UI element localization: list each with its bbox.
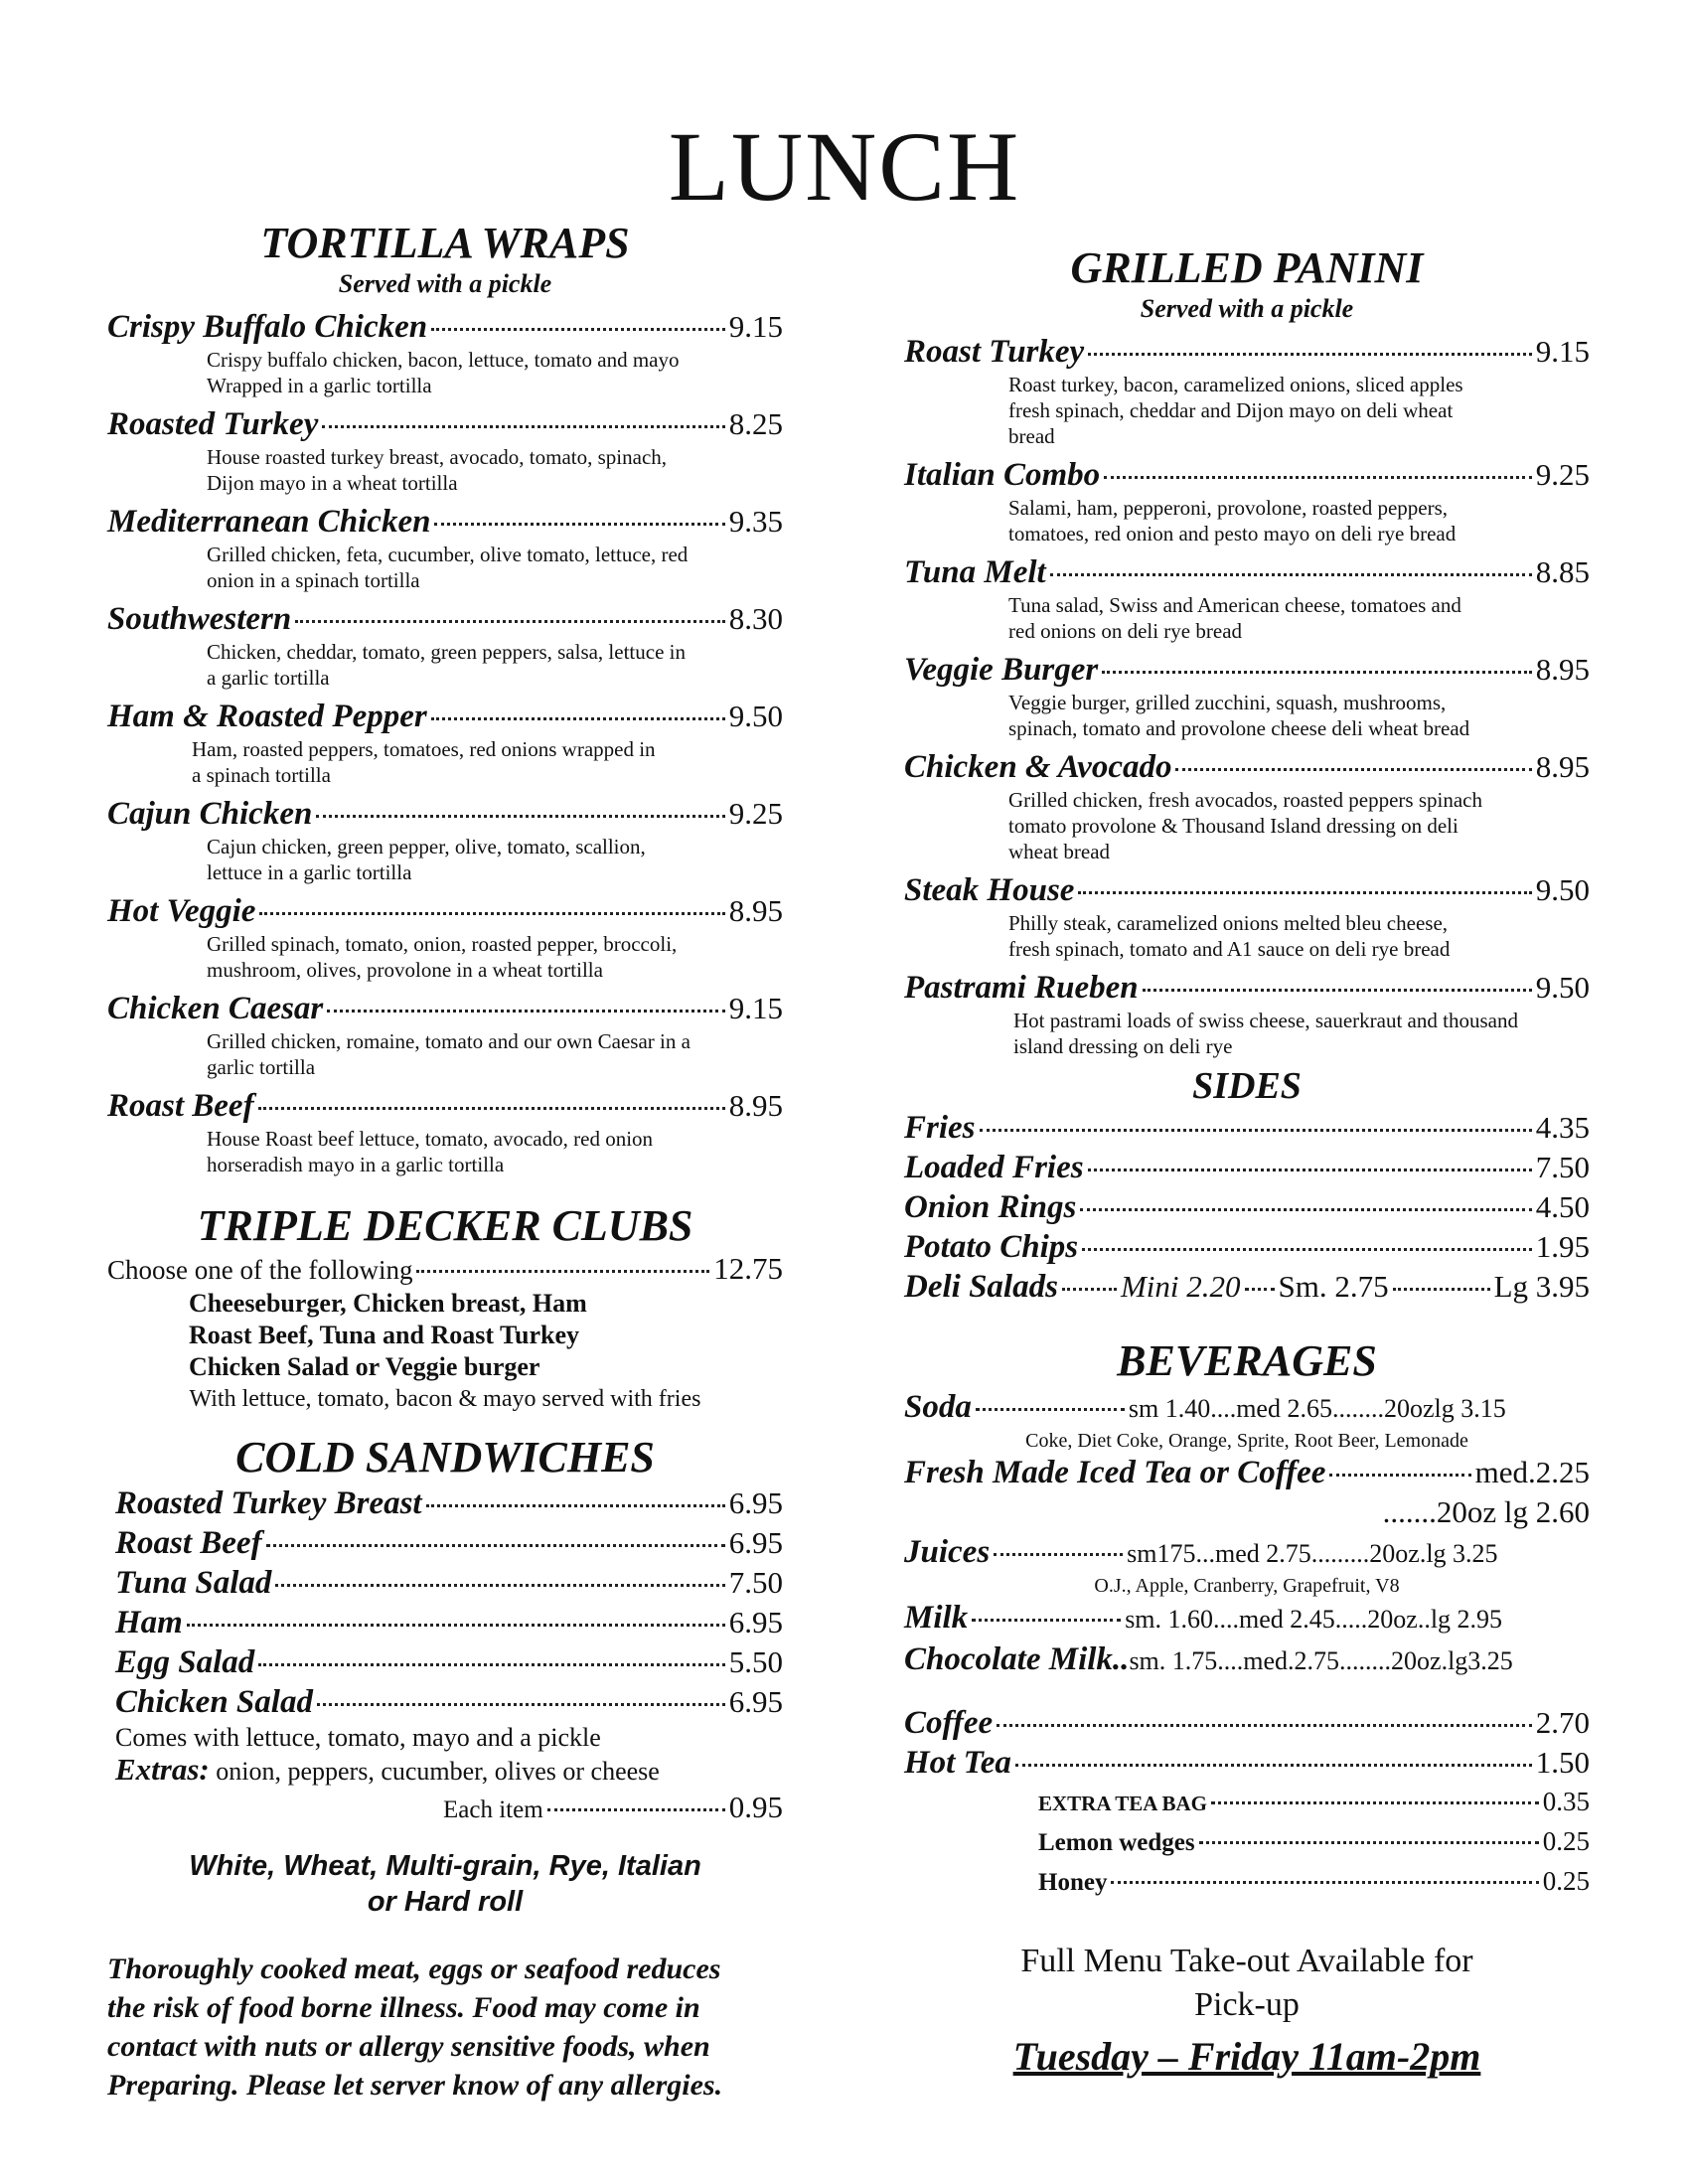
item-name: Honey bbox=[1038, 1868, 1108, 1896]
warning-line: the risk of food borne illness. Food may come in bbox=[107, 1990, 700, 2024]
menu-item bbox=[115, 1523, 783, 1563]
desc-line: Philly steak, caramelized onions melted bleu cheese, bbox=[1008, 910, 1449, 935]
item-name: Lemon wedges bbox=[1038, 1828, 1195, 1856]
item-price: 6.95 bbox=[728, 1484, 783, 1520]
menu-item bbox=[904, 870, 1590, 962]
item-name: Fresh Made Iced Tea or Coffee bbox=[904, 1454, 1326, 1490]
dot-leader bbox=[1111, 1881, 1538, 1884]
dot-leader bbox=[266, 1544, 725, 1547]
item-name: Hot Veggie bbox=[107, 892, 256, 929]
desc-line: Veggie burger, grilled zucchini, squash, mushrooms, bbox=[1008, 690, 1447, 714]
deli-salads-row bbox=[904, 1267, 1590, 1307]
wraps-subtitle: Served with a pickle bbox=[338, 268, 552, 298]
dot-leader bbox=[1088, 1169, 1532, 1171]
wraps-list bbox=[107, 307, 783, 1177]
item-name: Roast Beef bbox=[107, 1087, 254, 1124]
item-description bbox=[904, 690, 1590, 741]
milk-row bbox=[904, 1598, 1590, 1639]
item-name: Milk bbox=[904, 1599, 969, 1636]
dot-leader bbox=[426, 1504, 725, 1507]
chocolate-milk-prices: sm. 1.75....med.2.75........20oz.lg3.25 bbox=[1129, 1645, 1513, 1675]
dot-leader bbox=[275, 1584, 724, 1587]
menu-item bbox=[904, 1743, 1590, 1783]
soda-prices: sm 1.40....med 2.65........20ozlg 3.15 bbox=[1128, 1393, 1506, 1423]
menu-item bbox=[115, 1603, 783, 1642]
item-name: Tuna Melt bbox=[904, 553, 1046, 590]
dot-leader bbox=[1143, 989, 1532, 992]
desc-line: Wrapped in a garlic tortilla bbox=[207, 373, 432, 397]
section-title-wraps: TORTILLA WRAPS bbox=[260, 219, 630, 267]
item-price: 9.50 bbox=[1535, 871, 1590, 907]
item-description bbox=[107, 347, 783, 398]
item-price: 9.25 bbox=[1535, 456, 1590, 492]
beverages-list bbox=[904, 1387, 1590, 1902]
item-price: 8.95 bbox=[1535, 651, 1590, 687]
item-price: 9.15 bbox=[728, 990, 783, 1025]
item-name: Italian Combo bbox=[904, 456, 1101, 493]
item-price: 8.85 bbox=[1535, 553, 1590, 589]
item-description bbox=[107, 736, 783, 788]
item-price: 8.95 bbox=[728, 1087, 783, 1123]
menu-item bbox=[904, 1227, 1590, 1267]
dot-leader bbox=[1175, 768, 1531, 771]
dot-leader bbox=[1082, 1248, 1532, 1251]
juice-row bbox=[904, 1532, 1590, 1574]
item-name: Chicken Salad bbox=[115, 1683, 313, 1720]
item-price: 8.95 bbox=[1535, 748, 1590, 784]
item-price: 0.35 bbox=[1542, 1786, 1590, 1816]
dot-leader bbox=[434, 523, 724, 526]
desc-line: red onions on deli rye bread bbox=[1008, 618, 1243, 643]
item-price: 9.15 bbox=[1535, 333, 1590, 369]
item-name: Onion Rings bbox=[904, 1189, 1077, 1226]
cold-list bbox=[107, 1483, 783, 1830]
desc-line: Tuna salad, Swiss and American cheese, tomatoes and bbox=[1008, 592, 1461, 617]
takeout-hours: Tuesday – Friday 11am-2pm bbox=[1012, 2033, 1481, 2079]
dot-leader bbox=[994, 1553, 1123, 1556]
item-price: 1.50 bbox=[1535, 1744, 1590, 1780]
menu-item bbox=[904, 455, 1590, 546]
item-price: 1.95 bbox=[1535, 1229, 1590, 1265]
extra-item bbox=[1038, 1783, 1590, 1822]
desc-line: Hot pastrami loads of swiss cheese, sauerkraut and thousand bbox=[1013, 1008, 1518, 1032]
section-title-panini: GRILLED PANINI bbox=[1070, 243, 1424, 292]
menu-item bbox=[115, 1682, 783, 1722]
dot-leader bbox=[431, 328, 725, 331]
item-description bbox=[107, 834, 783, 885]
item-price: 4.35 bbox=[1535, 1110, 1590, 1146]
section-title-cold: COLD SANDWICHES bbox=[235, 1433, 655, 1482]
desc-line: onion in a spinach tortilla bbox=[207, 567, 420, 592]
dot-leader bbox=[1211, 1801, 1539, 1804]
dot-leader bbox=[317, 1703, 725, 1706]
item-name: Loaded Fries bbox=[904, 1150, 1084, 1186]
dot-leader bbox=[1050, 573, 1532, 576]
dot-leader bbox=[972, 1619, 1121, 1622]
item-description bbox=[904, 787, 1590, 864]
item-price: 6.95 bbox=[728, 1524, 783, 1560]
dot-leader bbox=[259, 912, 724, 915]
item-name: Crispy Buffalo Chicken bbox=[107, 308, 428, 345]
item-price: 6.95 bbox=[728, 1604, 783, 1639]
left-column bbox=[107, 219, 783, 2105]
dot-leader bbox=[1104, 476, 1532, 479]
menu-item bbox=[107, 697, 783, 788]
desc-line: Crispy buffalo chicken, bacon, lettuce, tomato and mayo bbox=[207, 347, 680, 372]
menu-item bbox=[904, 968, 1590, 1059]
desc-line: Chicken, cheddar, tomato, green peppers, salsa, lettuce in bbox=[207, 639, 686, 664]
tea-extras bbox=[904, 1783, 1590, 1902]
takeout-notice bbox=[904, 1940, 1590, 2027]
clubs-options bbox=[107, 1288, 783, 1383]
item-price: 6.95 bbox=[728, 1683, 783, 1719]
cold-comes-with: Comes with lettuce, tomato, mayo and a pickle bbox=[115, 1722, 601, 1752]
item-description bbox=[107, 639, 783, 691]
item-name: Chicken Caesar bbox=[107, 990, 324, 1026]
item-price: 2.70 bbox=[1535, 1704, 1590, 1740]
item-description bbox=[107, 1126, 783, 1177]
menu-item bbox=[904, 1703, 1590, 1743]
allergy-warning bbox=[107, 1950, 783, 2105]
item-price: 9.15 bbox=[728, 308, 783, 344]
menu-item bbox=[904, 1148, 1590, 1187]
menu-item bbox=[107, 404, 783, 496]
item-description bbox=[107, 444, 783, 496]
dot-leader bbox=[1245, 1288, 1275, 1291]
iced-tea-row bbox=[904, 1453, 1590, 1492]
warning-line: Preparing. Please let server know of any allergies. bbox=[107, 2068, 723, 2102]
menu-item bbox=[107, 599, 783, 691]
item-description bbox=[904, 372, 1590, 449]
warning-line: contact with nuts or allergy sensitive foods, when bbox=[107, 2029, 710, 2063]
desc-line: Salami, ham, pepperoni, provolone, roasted peppers, bbox=[1008, 495, 1449, 520]
item-name: Juices bbox=[904, 1533, 991, 1570]
item-description bbox=[904, 592, 1590, 644]
section-title-clubs: TRIPLE DECKER CLUBS bbox=[197, 1200, 693, 1250]
item-price: 0.25 bbox=[1542, 1865, 1590, 1896]
desc-line: Ham, roasted peppers, tomatoes, red onions wrapped in bbox=[192, 736, 656, 761]
item-description bbox=[107, 542, 783, 593]
deli-sm-price: Sm. 2.75 bbox=[1278, 1269, 1389, 1305]
dot-leader bbox=[1015, 1764, 1532, 1767]
menu-item bbox=[115, 1483, 783, 1523]
club-option: Cheeseburger, Chicken breast, Ham bbox=[189, 1289, 587, 1319]
item-name: Egg Salad bbox=[115, 1643, 255, 1680]
dot-leader bbox=[431, 717, 725, 720]
dot-leader bbox=[1199, 1841, 1539, 1844]
item-description bbox=[904, 1008, 1590, 1059]
tea-price-lg: .......20oz lg 2.60 bbox=[1382, 1493, 1590, 1529]
menu-item bbox=[107, 891, 783, 983]
item-price: 9.25 bbox=[728, 795, 783, 831]
each-item-row bbox=[115, 1788, 783, 1830]
desc-line: a garlic tortilla bbox=[207, 665, 330, 690]
item-price: 7.50 bbox=[728, 1564, 783, 1600]
milk-prices: sm. 1.60....med 2.45.....20oz..lg 2.95 bbox=[1125, 1604, 1503, 1634]
takeout-line: Pick-up bbox=[1194, 1985, 1300, 2023]
clubs-price: 12.75 bbox=[713, 1251, 783, 1287]
bread-line: White, Wheat, Multi-grain, Rye, Italian bbox=[189, 1849, 701, 1882]
clubs-choose-row bbox=[107, 1251, 783, 1288]
desc-line: Grilled chicken, feta, cucumber, olive tomato, lettuce, red bbox=[207, 542, 689, 566]
item-name: Fries bbox=[904, 1110, 976, 1147]
item-name: Chocolate Milk.. bbox=[904, 1640, 1130, 1677]
item-price: 9.50 bbox=[728, 698, 783, 733]
dot-leader bbox=[980, 1129, 1532, 1132]
extra-item bbox=[1038, 1822, 1590, 1862]
juice-note: O.J., Apple, Cranberry, Grapefruit, V8 bbox=[1094, 1574, 1400, 1597]
dot-leader bbox=[416, 1270, 709, 1273]
clubs-note: With lettuce, tomato, bacon & mayo served with fries bbox=[189, 1386, 701, 1413]
item-name: Ham & Roasted Pepper bbox=[107, 698, 427, 734]
menu-item bbox=[115, 1563, 783, 1603]
desc-line: wheat bread bbox=[1008, 839, 1111, 863]
deli-mini-price: Mini 2.20 bbox=[1120, 1269, 1241, 1305]
dot-leader bbox=[1080, 1208, 1531, 1211]
dot-leader bbox=[316, 815, 724, 818]
item-name: EXTRA TEA BAG bbox=[1038, 1791, 1207, 1815]
item-price: 9.50 bbox=[1535, 969, 1590, 1005]
desc-line: mushroom, olives, provolone in a wheat tortilla bbox=[207, 957, 603, 982]
deli-lg-price: Lg 3.95 bbox=[1493, 1269, 1590, 1305]
dot-leader bbox=[1088, 353, 1532, 356]
desc-line: lettuce in a garlic tortilla bbox=[207, 859, 412, 884]
item-name: Southwestern bbox=[107, 600, 292, 637]
item-price: 4.50 bbox=[1535, 1189, 1590, 1225]
item-description bbox=[107, 931, 783, 983]
juice-prices: sm175...med 2.75.........20oz.lg 3.25 bbox=[1127, 1538, 1498, 1568]
item-price: 8.95 bbox=[728, 892, 783, 928]
dot-leader bbox=[1078, 891, 1531, 894]
item-description bbox=[107, 1028, 783, 1080]
item-price: 5.50 bbox=[728, 1643, 783, 1679]
item-price: 8.25 bbox=[728, 405, 783, 441]
desc-line: Roast turkey, bacon, caramelized onions, sliced apples bbox=[1008, 372, 1463, 396]
section-title-beverages: BEVERAGES bbox=[1117, 1336, 1377, 1386]
item-name: Mediterranean Chicken bbox=[107, 503, 431, 540]
tea-price-med: med.2.25 bbox=[1474, 1454, 1590, 1489]
dot-leader bbox=[997, 1724, 1532, 1727]
item-name: Veggie Burger bbox=[904, 651, 1099, 688]
menu-item bbox=[115, 1642, 783, 1682]
club-option: Chicken Salad or Veggie burger bbox=[189, 1352, 540, 1382]
bread-line: or Hard roll bbox=[367, 1885, 524, 1918]
dot-leader bbox=[1393, 1288, 1490, 1291]
desc-line: fresh spinach, cheddar and Dijon mayo on deli wheat bbox=[1008, 397, 1454, 422]
extra-item bbox=[1038, 1862, 1590, 1902]
club-option: Roast Beef, Tuna and Roast Turkey bbox=[189, 1321, 579, 1350]
item-price: 0.25 bbox=[1542, 1825, 1590, 1856]
right-column bbox=[904, 243, 1590, 2080]
dot-leader bbox=[547, 1808, 725, 1811]
sides-list bbox=[904, 1108, 1590, 1307]
menu-item bbox=[107, 307, 783, 398]
chocolate-milk-row bbox=[904, 1639, 1590, 1681]
item-name: Chicken & Avocado bbox=[904, 748, 1172, 785]
desc-line: Grilled chicken, fresh avocados, roasted peppers spinach bbox=[1008, 787, 1482, 812]
desc-line: Dijon mayo in a wheat tortilla bbox=[207, 470, 458, 495]
section-title-sides: SIDES bbox=[1192, 1064, 1302, 1107]
menu-item bbox=[107, 989, 783, 1080]
dot-leader bbox=[295, 620, 725, 623]
item-name: Roast Turkey bbox=[904, 333, 1085, 370]
item-price: 8.30 bbox=[728, 600, 783, 636]
menu-item bbox=[904, 650, 1590, 741]
dot-leader bbox=[327, 1010, 724, 1013]
clubs-choose-label: Choose one of the following bbox=[107, 1255, 413, 1286]
item-price: 9.35 bbox=[728, 503, 783, 539]
menu-item bbox=[904, 1187, 1590, 1227]
each-item-label: Each item bbox=[443, 1795, 543, 1823]
desc-line: bread bbox=[1008, 423, 1055, 448]
dot-leader bbox=[1329, 1474, 1470, 1477]
menu-item bbox=[904, 332, 1590, 449]
desc-line: fresh spinach, tomato and A1 sauce on deli rye bread bbox=[1008, 936, 1451, 961]
soda-row bbox=[904, 1387, 1590, 1429]
desc-line: Cajun chicken, green pepper, olive, tomato, scallion, bbox=[207, 834, 646, 858]
desc-line: garlic tortilla bbox=[207, 1054, 316, 1079]
dot-leader bbox=[1102, 671, 1531, 674]
item-name: Hot Tea bbox=[904, 1744, 1011, 1781]
desc-line: House roasted turkey breast, avocado, tomato, spinach, bbox=[207, 444, 668, 469]
item-name: Steak House bbox=[904, 871, 1075, 908]
item-name: Ham bbox=[115, 1604, 183, 1640]
desc-line: tomato provolone & Thousand Island dressing on deli bbox=[1008, 813, 1459, 838]
item-name: Potato Chips bbox=[904, 1229, 1079, 1266]
dot-leader bbox=[258, 1107, 725, 1110]
desc-line: Grilled chicken, romaine, tomato and our own Caesar in a bbox=[207, 1028, 691, 1053]
panini-list bbox=[904, 332, 1590, 1059]
soda-note: Coke, Diet Coke, Orange, Sprite, Root Beer, Lemonade bbox=[1025, 1429, 1468, 1452]
item-name: Soda bbox=[904, 1388, 972, 1425]
item-name: Coffee bbox=[904, 1704, 994, 1741]
page-title: LUNCH bbox=[668, 111, 1021, 222]
desc-line: spinach, tomato and provolone cheese deli wheat bread bbox=[1008, 715, 1470, 740]
dot-leader bbox=[976, 1408, 1125, 1411]
item-description bbox=[904, 910, 1590, 962]
takeout-line: Full Menu Take-out Available for bbox=[1020, 1942, 1473, 1979]
bread-choices bbox=[107, 1848, 783, 1920]
menu-item bbox=[904, 552, 1590, 644]
menu-item bbox=[107, 1086, 783, 1177]
item-name: Roasted Turkey bbox=[107, 405, 319, 442]
cold-extras bbox=[115, 1751, 783, 1788]
desc-line: horseradish mayo in a garlic tortilla bbox=[207, 1152, 505, 1176]
item-description bbox=[904, 495, 1590, 546]
item-name: Roast Beef bbox=[115, 1524, 262, 1561]
desc-line: island dressing on deli rye bbox=[1013, 1033, 1233, 1058]
item-name: Roasted Turkey Breast bbox=[115, 1484, 422, 1521]
item-name: Tuna Salad bbox=[115, 1564, 272, 1601]
dot-leader bbox=[258, 1663, 724, 1666]
each-item-price: 0.95 bbox=[728, 1789, 783, 1824]
dot-leader bbox=[1062, 1288, 1117, 1291]
menu-item bbox=[904, 747, 1590, 864]
extras-label: Extras: bbox=[115, 1751, 210, 1787]
desc-line: Grilled spinach, tomato, onion, roasted pepper, broccoli, bbox=[207, 931, 678, 956]
dot-leader bbox=[322, 425, 724, 428]
menu-item bbox=[904, 1108, 1590, 1148]
desc-line: tomatoes, red onion and pesto mayo on deli rye bread bbox=[1008, 521, 1457, 546]
desc-line: House Roast beef lettuce, tomato, avocado, red onion bbox=[207, 1126, 654, 1151]
warning-line: Thoroughly cooked meat, eggs or seafood reduces bbox=[107, 1951, 721, 1985]
item-name: Deli Salads bbox=[904, 1269, 1058, 1306]
dot-leader bbox=[187, 1624, 725, 1627]
panini-subtitle: Served with a pickle bbox=[1140, 293, 1354, 323]
menu-item bbox=[107, 794, 783, 885]
item-name: Cajun Chicken bbox=[107, 795, 313, 832]
extras-text: onion, peppers, cucumber, olives or cheese bbox=[216, 1756, 660, 1786]
desc-line: a spinach tortilla bbox=[192, 762, 331, 787]
item-price: 7.50 bbox=[1535, 1150, 1590, 1185]
menu-item bbox=[107, 502, 783, 593]
item-name: Pastrami Rueben bbox=[904, 969, 1139, 1006]
